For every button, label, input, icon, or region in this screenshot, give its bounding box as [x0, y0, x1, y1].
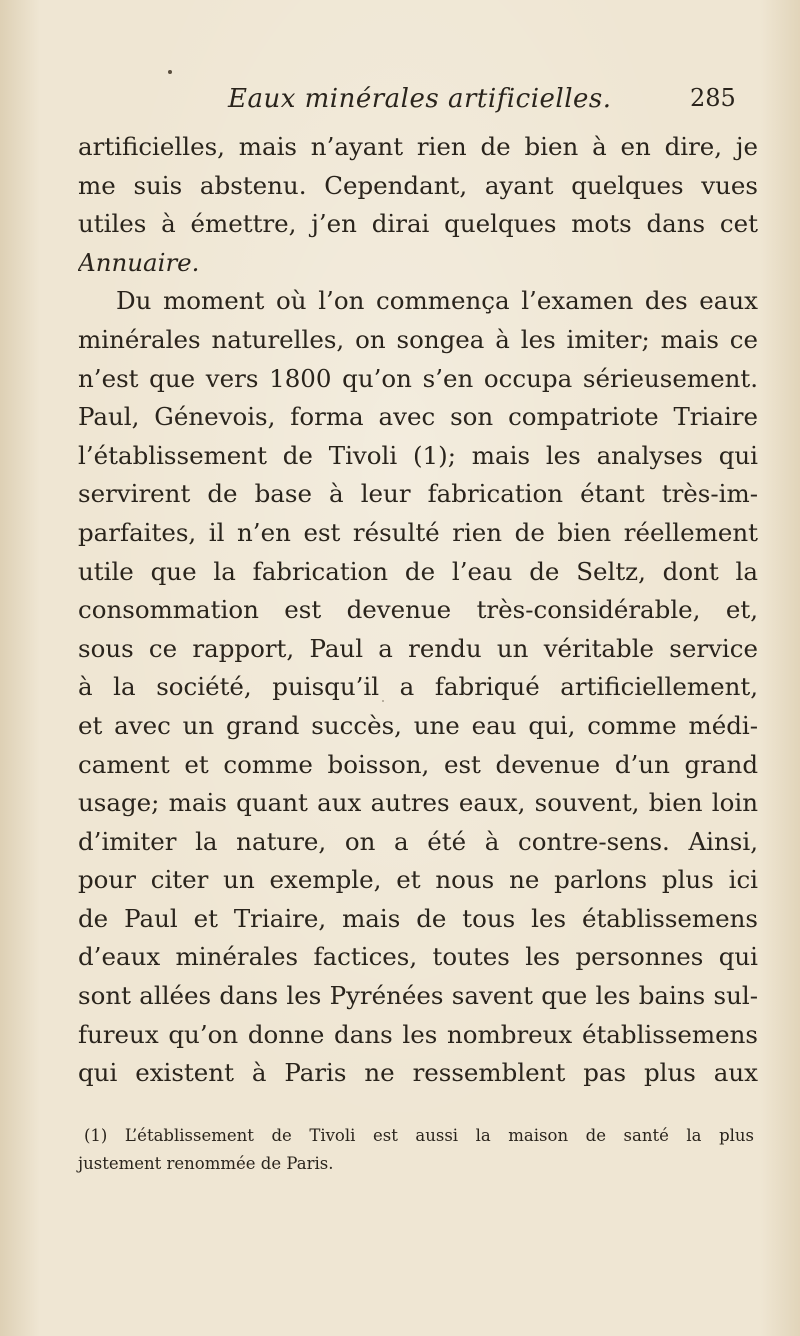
text-line: de Paul et Triaire, mais de tous les établissemens — [78, 903, 758, 933]
footnote-line: justement renommée de Paris. — [78, 1154, 334, 1173]
text-line: parfaites, il n’en est résulté rien de bien réellement — [78, 517, 758, 547]
text-line: servirent de base à leur fabrication étant très-im- — [78, 479, 758, 509]
text-line: Paul, Génevois, forma avec son compatriote Triaire — [78, 402, 758, 432]
text-line: utile que la fabrication de l’eau de Seltz, dont la — [78, 556, 758, 586]
body-text — [78, 128, 758, 1093]
page-number: 285 — [690, 84, 736, 112]
text-line: et avec un grand succès, une eau qui, comme médi- — [78, 710, 758, 740]
text-line: artificielles, mais n’ayant rien de bien à en dire, je — [78, 132, 758, 161]
text-line: l’établissement de Tivoli (1); mais les analyses qui — [78, 440, 758, 470]
text-line: n’est que vers 1800 qu’on s’en occupa sérieusement. — [78, 363, 758, 393]
running-title: Eaux minérales artificielles. — [228, 84, 612, 114]
text-line: Du moment où l’on commença l’examen des eaux — [116, 286, 758, 316]
page-header — [0, 84, 800, 120]
text-line: minérales naturelles, on songea à les imiter; mais ce — [78, 324, 758, 354]
text-line: cament et comme boisson, est devenue d’un grand — [78, 749, 758, 779]
text-line: sous ce rapport, Paul a rendu un véritable service — [78, 633, 758, 663]
text-line: qui existent à Paris ne ressemblent pas plus aux — [78, 1058, 758, 1088]
text-line: fureux qu’on donne dans les nombreux établissemens — [78, 1019, 758, 1049]
text-line: d’imiter la nature, on a été à contre-sens. Ainsi, — [78, 826, 758, 856]
text-line: pour citer un exemple, et nous ne parlons plus ici — [78, 865, 758, 895]
footnote-line: (1) L’établissement de Tivoli est aussi la maison de santé la plus — [84, 1126, 754, 1145]
text-line: sont allées dans les Pyrénées savent que les bains sul- — [78, 981, 758, 1011]
text-line: usage; mais quant aux autres eaux, souvent, bien loin — [78, 788, 758, 818]
text-line: utiles à émettre, j’en dirai quelques mots dans cet — [78, 209, 758, 239]
text-line: à la société, puisqu’il a fabriqué artificiellement, — [78, 672, 758, 702]
text-line: me suis abstenu. Cependant, ayant quelques vues — [78, 170, 758, 200]
ink-speck — [168, 70, 172, 74]
text-line: consommation est devenue très-considérable, et, — [78, 595, 758, 625]
text-line: d’eaux minérales factices, toutes les personnes qui — [78, 942, 758, 972]
text-line: Annuaire. — [78, 247, 200, 277]
footnote — [78, 1122, 754, 1178]
